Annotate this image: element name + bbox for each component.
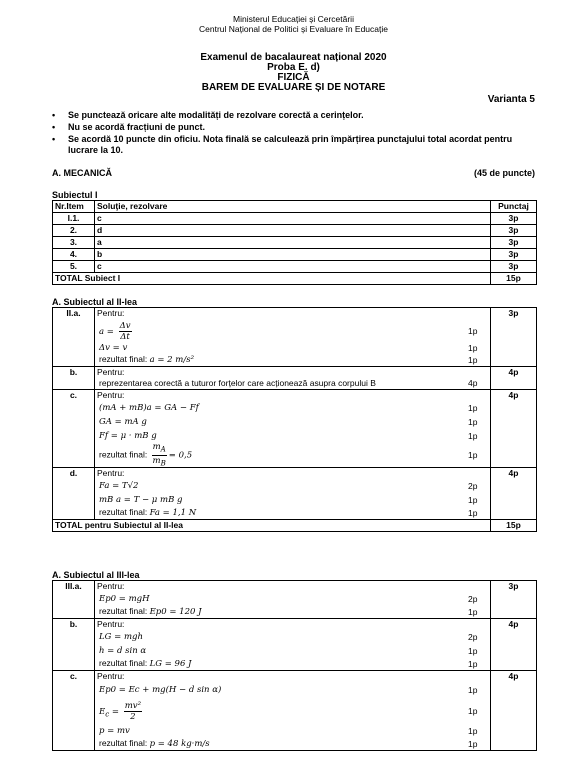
variant-label: Varianta 5 xyxy=(487,94,535,105)
table-row: 4. b 3p xyxy=(53,249,537,261)
item-3c: c. Pentru: Ep0 = Ec + mg(H − d sin α) 1p $E_c$ = $\frac{\text{mv²}}{2}$ 1p p = mv 1p rezultat final: p = 48 kg·m/s 1p 4p xyxy=(53,671,537,751)
subject3-table xyxy=(52,580,537,751)
section-a-points: (45 de puncte) xyxy=(473,168,535,178)
proba-title: Proba E. d) xyxy=(267,62,320,73)
exam-title: Examenul de bacalaureat național 2020 xyxy=(200,52,387,63)
item-2c: c. Pentru: (mA + mB)a = GA − Ff 1p GA = mA g 1p Ff = μ · mB g 1p rezultat final: $\frac{m_A}{m_B}$ = 0,5 1p 4p xyxy=(53,390,537,468)
ministry-header: Ministerul Educației și Cercetării xyxy=(233,14,354,24)
section-a-label: A. MECANICĂ xyxy=(52,168,112,178)
subject2-title: A. Subiectul al II-lea xyxy=(52,297,138,307)
item-3a: III.a. Pentru: Ep0 = mgH 2p rezultat final: Ep0 = 120 J 1p 3p xyxy=(53,581,537,619)
center-header: Centrul Național de Politici și Evaluare în Educație xyxy=(199,24,388,34)
total-row: TOTAL pentru Subiectul al II-lea 15p xyxy=(53,520,537,532)
rule-2: • Nu se acordă fracțiuni de punct. xyxy=(52,122,206,132)
item-2d: d. Pentru: Fa = T√2 2p mB a = T − μ mB g 1p rezultat final: Fa = 1,1 N 1p 4p xyxy=(53,468,537,520)
table-row: I.1. c 3p xyxy=(53,213,537,225)
table-row: 2. d 3p xyxy=(53,225,537,237)
item-3b: b. Pentru: LG = mgh 2p h = d sin α 1p rezultat final: LG = 96 J 1p 4p xyxy=(53,619,537,671)
barem-title: BAREM DE EVALUARE ȘI DE NOTARE xyxy=(201,82,386,93)
item-2a: II.a. Pentru: a = $\frac{\Delta v}{\Delta t}$ 1p Δv = v 1p rezultat final: a = 2 m/s² 1p 3p xyxy=(53,308,537,367)
total-row: TOTAL Subiect I 15p xyxy=(53,273,537,285)
table-header: Nr.Item Soluţie, rezolvare Punctaj xyxy=(53,201,537,213)
subject1-title: Subiectul I xyxy=(52,190,98,200)
item-2b: b. Pentru: reprezentarea corectă a tuturor forțelor care acționează asupra corpului B 4p 4p xyxy=(53,367,537,390)
table-row: 5. c 3p xyxy=(53,261,537,273)
subject1-table xyxy=(52,200,537,285)
rule-1: • Se punctează oricare alte modalități de rezolvare corectă a cerințelor. xyxy=(52,110,364,120)
subject3-title: A. Subiectul al III-lea xyxy=(52,570,140,580)
table-row: 3. a 3p xyxy=(53,237,537,249)
subject2-table xyxy=(52,307,537,532)
subject-title: FIZICĂ xyxy=(277,72,310,83)
rule-3: • Se acordă 10 puncte din oficiu. Nota finală se calculează prin împărțirea punctajului total acordat pentru lucrare la 10. xyxy=(52,134,513,155)
